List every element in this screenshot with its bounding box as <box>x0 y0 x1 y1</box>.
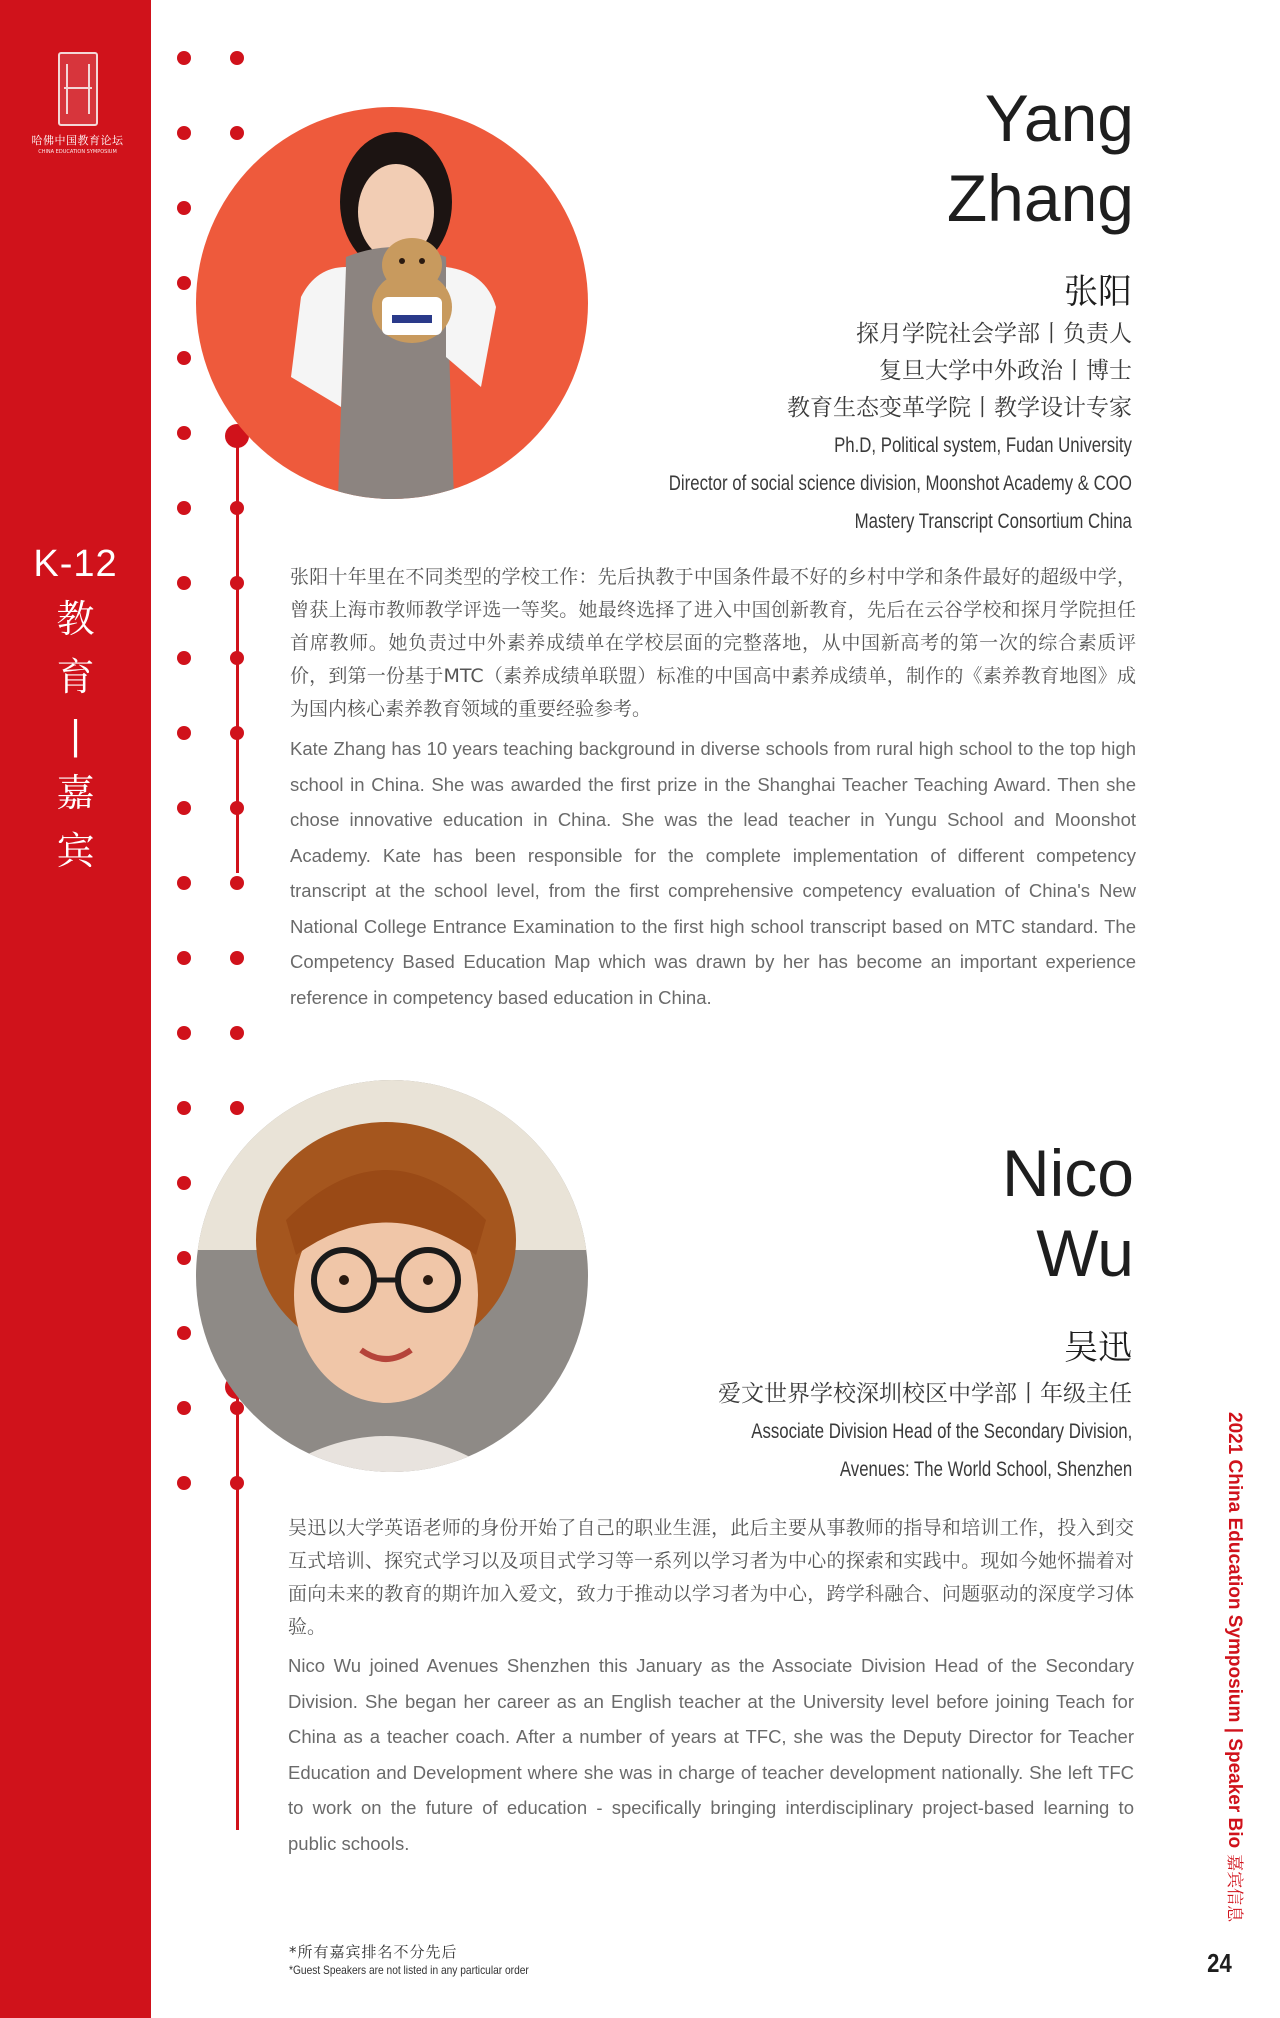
decorative-dot <box>177 576 191 590</box>
decorative-dot <box>177 426 191 440</box>
speaker-name-en <box>947 78 1134 238</box>
timeline-line <box>236 1387 239 1830</box>
decorative-dot <box>177 51 191 65</box>
footnote-cn: *所有嘉宾排名不分先后 <box>289 1943 458 1961</box>
title-en: Avenues: The World School, Shenzhen <box>839 1458 1132 1481</box>
section-label-char: 教 <box>56 597 95 641</box>
decorative-dot <box>177 126 191 140</box>
decorative-dot <box>177 801 191 815</box>
title-en: Ph.D, Political system, Fudan University <box>834 434 1132 457</box>
footnote-en: *Guest Speakers are not listed in any particular order <box>289 1963 529 1977</box>
decorative-dot <box>177 1176 191 1190</box>
bio-en: Kate Zhang has 10 years teaching background in diverse schools from rural high school to the top high school in China. She was awarded the first prize in the Shanghai Teacher Teaching Award. Then she chose innovative education in China. She was the lead teacher in Yungu School and Moonshot Academy. Kate has been responsible for the complete implementation of different competency transcript at the school level, from the first comprehensive competency evaluation of China's New National College Entrance Examination to the first high school transcript based on MTC standard. The Competency Based Education Map which was drawn by her has become an important experience reference in competency based education in China. <box>290 738 1136 1008</box>
logo-en-text: CHINA EDUCATION SYMPOSIUM <box>38 149 117 155</box>
title-en: Associate Division Head of the Secondary Division, <box>751 1420 1132 1443</box>
bio-cn: 张阳十年里在不同类型的学校工作：先后执教于中国条件最不好的乡村中学和条件最好的超级中学，曾获上海市教师教学评选一等奖。她最终选择了进入中国创新教育，先后在云谷学校和探月学院担任首席教师。她负责过中外素养成绩单在学校层面的完整落地，从中国新高考的第一次的综合素质评价，到第一份基于MTC（素养成绩单联盟）标准的中国高中素养成绩单，制作的《素养教育地图》成为国内核心素养教育领域的重要经验参考。 <box>290 566 1136 720</box>
decorative-dot <box>177 726 191 740</box>
section-label-latin: K-12 <box>33 543 118 585</box>
decorative-dot <box>177 351 191 365</box>
footnote <box>289 1942 571 1978</box>
portrait-image <box>196 107 588 499</box>
section-label-char: 嘉 <box>56 771 95 815</box>
decorative-dot <box>177 951 191 965</box>
bio-en: Nico Wu joined Avenues Shenzhen this January as the Associate Division Head of the Secondary Division. She began her career as an English teacher at the University level before joining Teach for China as a teacher coach. After a number of years at TFC, she was the Deputy Director for Teacher Education and Development where she was in charge of teacher development nationally. She left TFC to work on the future of education - specifically bringing interdisciplinary project-based learning to public schools. <box>288 1655 1134 1854</box>
side-caption-cn: 嘉宾信息 <box>1225 1854 1244 1923</box>
side-caption <box>1213 1412 1263 1923</box>
speaker-photo-nico-wu <box>196 1080 588 1472</box>
side-caption-text <box>1223 1412 1249 1922</box>
speaker-photo-yang-zhang <box>196 107 588 499</box>
logo-cn-text: 哈佛中国教育论坛 <box>31 134 124 147</box>
decorative-dot <box>230 51 244 65</box>
portrait-image <box>196 1080 588 1472</box>
decorative-dot <box>230 1026 244 1040</box>
decorative-dot <box>177 1401 191 1415</box>
decorative-dot <box>177 651 191 665</box>
speaker-name-line2: Zhang <box>946 161 1134 235</box>
decorative-dot <box>230 126 244 140</box>
decorative-dot <box>230 1101 244 1115</box>
title-en: Mastery Transcript Consortium China <box>854 510 1132 533</box>
section-label-char: 宾 <box>56 829 95 873</box>
side-caption-en: 2021 China Education Symposium | Speaker Bio <box>1224 1412 1245 1849</box>
decorative-dot <box>230 876 244 890</box>
speaker-name-line1: Nico <box>1001 1136 1134 1210</box>
timeline-line <box>236 436 239 873</box>
title-cn: 教育生态变革学院丨教学设计专家 <box>787 395 1132 421</box>
speaker-name-cn: 吴迅 <box>1064 1328 1132 1368</box>
title-cn: 探月学院社会学部丨负责人 <box>856 321 1132 347</box>
page-number: 24 <box>1207 1948 1232 1978</box>
decorative-dot <box>177 876 191 890</box>
decorative-dot <box>177 276 191 290</box>
speaker-titles <box>656 1376 1132 1489</box>
decorative-dot <box>177 1101 191 1115</box>
speaker-name-en <box>1002 1133 1134 1293</box>
decorative-dot <box>177 1026 191 1040</box>
decorative-dot <box>177 1251 191 1265</box>
speaker-name-line2: Wu <box>1036 1216 1134 1290</box>
speaker-name-cn: 张阳 <box>1064 272 1132 312</box>
speaker-name-line1: Yang <box>984 81 1134 155</box>
decorative-dot <box>230 951 244 965</box>
speaker-titles <box>553 316 1132 541</box>
decorative-dot <box>177 501 191 515</box>
section-label-char: | <box>69 713 82 757</box>
bio-cn: 吴迅以大学英语老师的身份开始了自己的职业生涯，此后主要从事教师的指导和培训工作，投入到交互式培训、探究式学习以及项目式学习等一系列以学习者为中心的探索和实践中。现如今她怀揣着对面向未来的教育的期许加入爱文，致力于推动以学习者为中心，跨学科融合、问题驱动的深度学习体验。 <box>288 1517 1134 1638</box>
title-cn: 爱文世界学校深圳校区中学部丨年级主任 <box>718 1381 1132 1407</box>
section-label-char: 育 <box>56 655 95 699</box>
decorative-dot <box>177 201 191 215</box>
decorative-dot <box>177 1476 191 1490</box>
title-cn: 复旦大学中外政治丨博士 <box>879 358 1132 384</box>
title-en: Director of social science division, Moonshot Academy & COO <box>668 472 1132 495</box>
decorative-dot <box>177 1326 191 1340</box>
